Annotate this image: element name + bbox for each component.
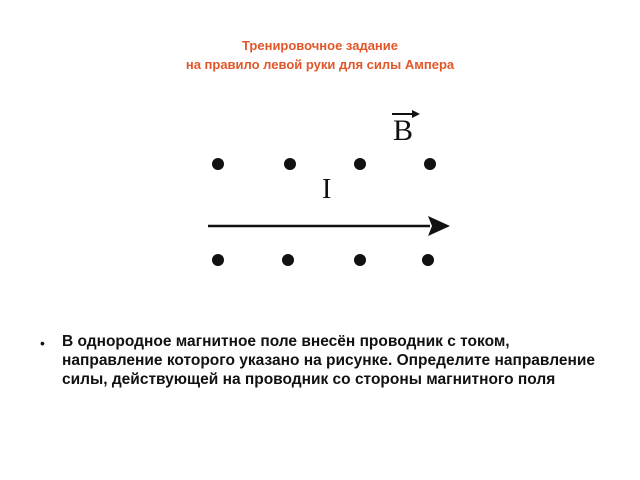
field-dot — [424, 158, 436, 170]
field-dot — [212, 158, 224, 170]
field-dot — [354, 158, 366, 170]
slide-title — [0, 36, 640, 74]
field-dot — [354, 254, 366, 266]
magnetic-field-label: B — [393, 114, 414, 147]
slide-title-line-1: Тренировочное задание — [241, 38, 399, 53]
bullet-icon: • — [40, 335, 45, 351]
current-arrowhead — [428, 216, 450, 236]
magnetic-field-figure — [180, 100, 470, 280]
task-text: В однородное магнитное поле внесён проводник с током, направление которого указано на рисунке. Определите направление силы, действующей на проводник со стороны магнитного поля — [62, 333, 596, 388]
slide-title-line-2: на правило левой руки для силы Ампера — [185, 57, 455, 72]
field-dot — [284, 158, 296, 170]
field-dot — [212, 254, 224, 266]
field-dot — [282, 254, 294, 266]
vector-arrowhead-B — [412, 110, 420, 118]
field-dot — [422, 254, 434, 266]
current-label: I — [322, 174, 332, 205]
